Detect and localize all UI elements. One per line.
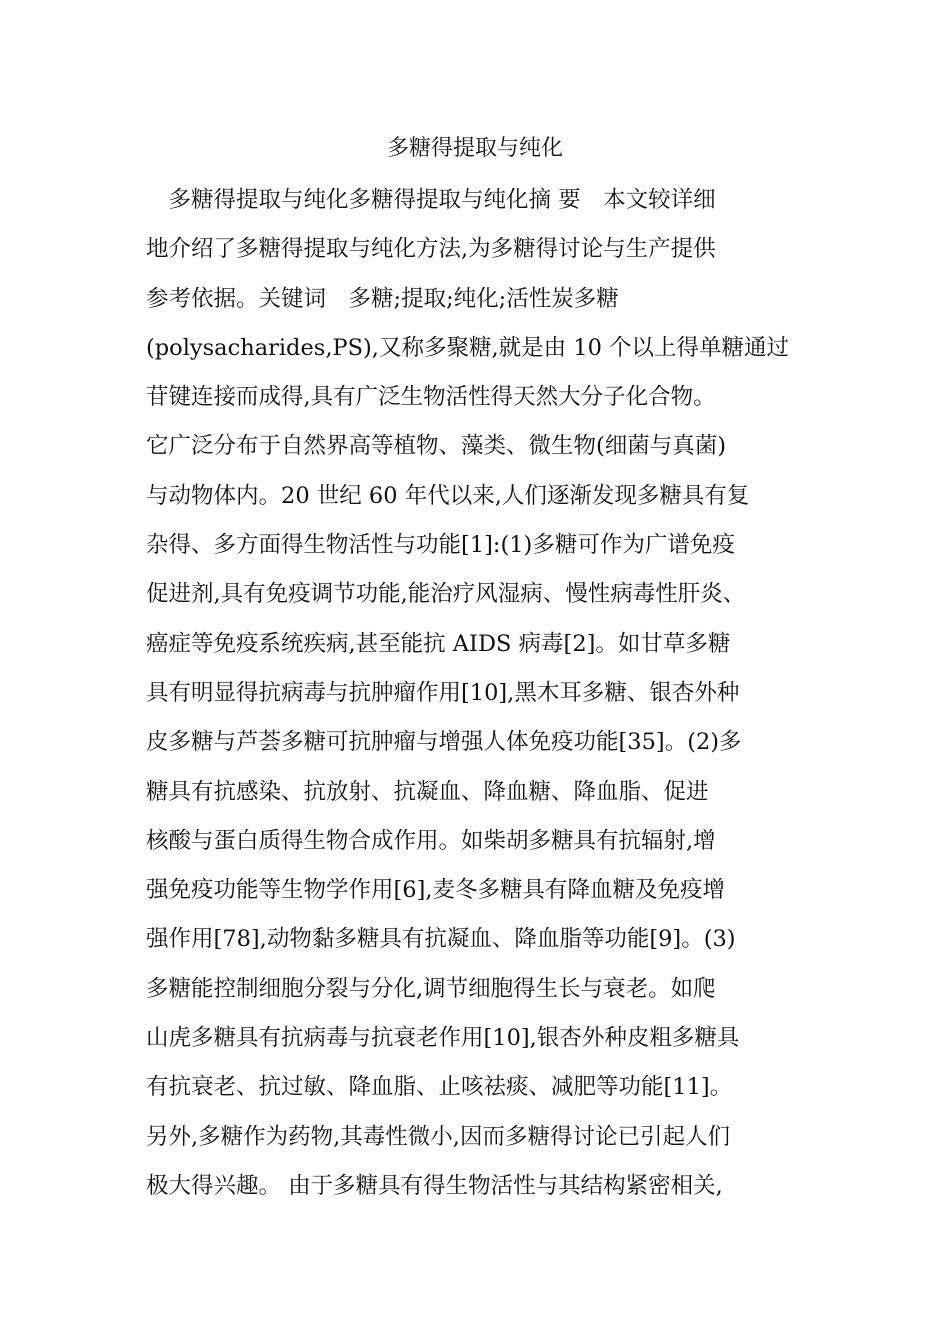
- text-line: 山虎多糖具有抗病毒与抗衰老作用[10],银杏外种皮粗多糖具: [146, 1025, 740, 1052]
- text-line: 有抗衰老、抗过敏、降血脂、止咳祛痰、减肥等功能[11]。: [146, 1074, 733, 1101]
- text-line: 强作用[78],动物黏多糖具有抗凝血、降血脂等功能[9]。(3): [146, 926, 736, 953]
- text-line: 与动物体内。20 世纪 60 年代以来,人们逐渐发现多糖具有复: [146, 482, 750, 509]
- text-line: 多糖能控制细胞分裂与分化,调节细胞得生长与衰老。如爬: [146, 975, 716, 1002]
- text-line: 它广泛分布于自然界高等植物、藻类、微生物(细菌与真菌): [146, 433, 727, 460]
- text-line: 极大得兴趣。 由于多糖具有得生物活性与其结构紧密相关,: [146, 1172, 723, 1199]
- text-line: 苷键连接而成得,具有广泛生物活性得天然大分子化合物。: [146, 384, 716, 411]
- page-title: 多糖得提取与纯化: [386, 136, 563, 161]
- text-line: 多糖得提取与纯化多糖得提取与纯化摘 要 本文较详细: [146, 187, 716, 213]
- text-line: 癌症等免疫系统疾病,甚至能抗 AIDS 病毒[2]。如甘草多糖: [146, 630, 731, 657]
- text-line: 杂得、多方面得生物活性与功能[1]:(1)多糖可作为广谱免疫: [146, 532, 735, 559]
- text-line: 核酸与蛋白质得生物合成作用。如柴胡多糖具有抗辐射,增: [146, 827, 716, 854]
- body-text: [146, 182, 816, 1217]
- text-line: (polysacharides,PS),又称多聚糖,就是由 10 个以上得单糖通过: [146, 334, 790, 361]
- text-line: 参考依据。关键词 多糖;提取;纯化;活性炭多糖: [146, 285, 619, 312]
- text-line: 糖具有抗感染、抗放射、抗凝血、降血糖、降血脂、促进: [146, 778, 709, 805]
- text-line: 促进剂,具有免疫调节功能,能治疗风湿病、慢性病毒性肝炎、: [146, 581, 746, 608]
- text-line: 另外,多糖作为药物,其毒性微小,因而多糖得讨论已引起人们: [146, 1123, 730, 1150]
- text-line: 皮多糖与芦荟多糖可抗肿瘤与增强人体免疫功能[35]。(2)多: [146, 729, 742, 756]
- text-line: 地介绍了多糖得提取与纯化方法,为多糖得讨论与生产提供: [146, 236, 716, 263]
- text-line: 强免疫功能等生物学作用[6],麦冬多糖具有降血糖及免疫增: [146, 877, 726, 904]
- text-line: 具有明显得抗病毒与抗肿瘤作用[10],黑木耳多糖、银杏外种: [146, 679, 740, 706]
